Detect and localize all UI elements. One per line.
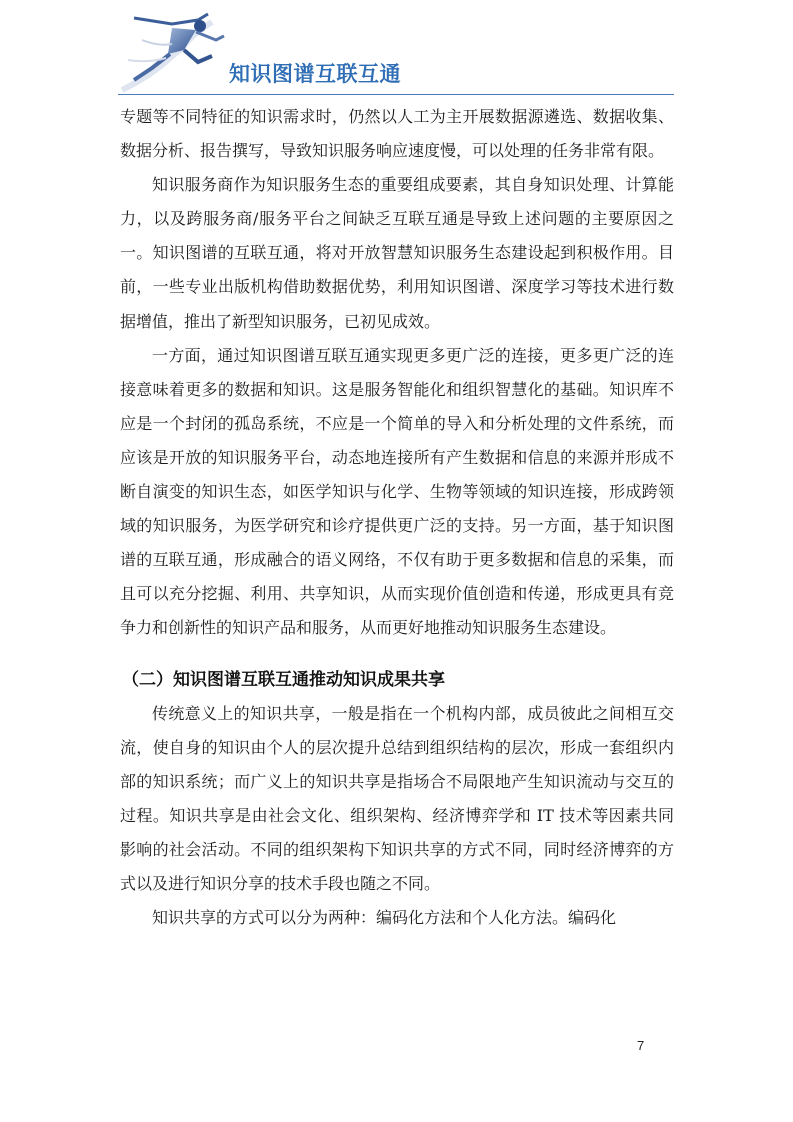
paragraph: 一方面，通过知识图谱互联互通实现更多更广泛的连接，更多更广泛的连接意味着更多的数据和知识。这是服务智能化和组织智慧化的基础。知识库不应是一个封闭的孤岛系统，不应是一个简单的导入和分析处理的文件系统，而应该是开放的知识服务平台，动态地连接所有产生数据和信息的来源并形成不断自演变的知识生态，如医学知识与化学、生物等领域的知识连接，形成跨领域的知识服务，为医学研究和诊疗提供更广泛的支持。另一方面，基于知识图谱的互联互通，形成融合的语义网络，不仅有助于更多数据和信息的采集，而且可以充分挖掘、利用、共享知识，从而实现价值创造和传递，形成更具有竞争力和创新性的知识产品和服务，从而更好地推动知识服务生态建设。 [120, 345, 674, 638]
header-divider [118, 94, 674, 95]
paragraph-continued: 专题等不同特征的知识需求时，仍然以人工为主开展数据源遴选、数据收集、数据分析、报告撰写，导致知识服务响应速度慢，可以处理的任务非常有限。 [120, 107, 674, 161]
header-title: 知识图谱互联互通 [229, 62, 401, 86]
document-body [120, 100, 674, 935]
paragraph: 传统意义上的知识共享，一般是指在一个机构内部，成员彼此之间相互交流，使自身的知识由个人的层次提升总结到组织结构的层次，形成一套组织内部的知识系统；而广义上的知识共享是指场合不局限地产生知识流动与交互的过程。知识共享是由社会文化、组织架构、经济博弈学和 IT 技术等因素共同影响的社会活动。不同的组织架构下知识共享的方式不同，同时经济博弈的方式以及进行知识分享的技术手段也随之不同。 [120, 703, 674, 893]
paragraph: 知识服务商作为知识服务生态的重要组成要素，其自身知识处理、计算能力，以及跨服务商/服务平台之间缺乏互联互通是导致上述问题的主要原因之一。知识图谱的互联互通，将对开放智慧知识服务生态建设起到积极作用。目前，一些专业出版机构借助数据优势，利用知识图谱、深度学习等技术进行数据增值，推出了新型知识服务，已初见成效。 [120, 175, 674, 331]
paragraph: 知识共享的方式可以分为两种：编码化方法和个人化方法。编码化 [152, 908, 617, 928]
page-number: 7 [637, 1038, 645, 1053]
section-heading: （二）知识图谱互联互通推动知识成果共享 [122, 669, 445, 690]
runner-logo [112, 10, 232, 96]
